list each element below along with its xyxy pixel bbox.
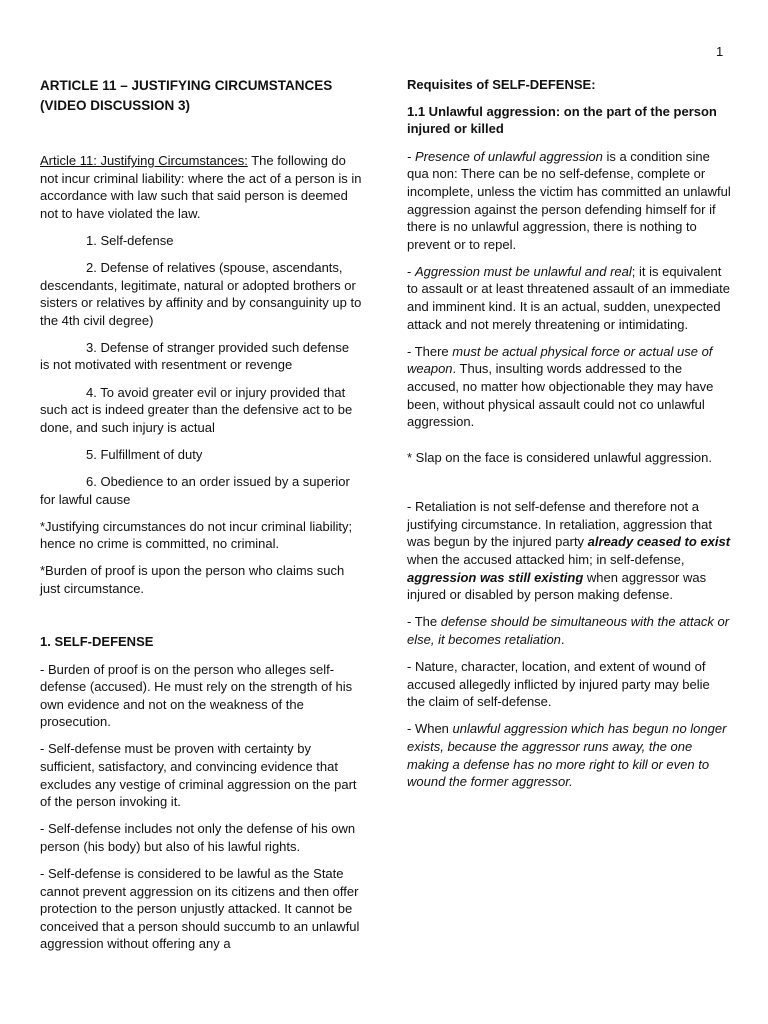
body-paragraph: - Burden of proof is on the person who alleges self-defense (accused). He must rely on the strength of his own evidence and not on the weakness of the prosecution.	[40, 661, 353, 730]
section-heading: 1. SELF-DEFENSE	[40, 634, 154, 650]
body-text: . Thus, insulting words addressed to the accused, no matter how objectionable they may have been, without physical assault could not co unlawful aggression.	[407, 361, 714, 430]
list-item: 3. Defense of stranger provided such defense is not motivated with resentment or revenge	[40, 339, 350, 373]
list-item: 1. Self-defense	[86, 232, 174, 248]
intro-text: The following do not incur criminal liability: where the act of a person is in accordance with law such that said person is deemed not to have violated the law.	[40, 153, 362, 221]
list-item: 2. Defense of relatives (spouse, ascendants, descendants, legitimate, natural or adopted brothers or sisters or relatives by affinity and by consanguinity up to the 4th civil degree)	[40, 259, 362, 328]
body-text: - The	[407, 614, 441, 630]
body-text: when aggressor was injured or disabled by person making defense.	[407, 569, 707, 603]
emphasis-text: defense should be simultaneous with the attack or else, it becomes retaliation	[407, 614, 730, 647]
document-title: ARTICLE 11 – JUSTIFYING CIRCUMSTANCES (VIDEO DISCUSSION 3)	[40, 78, 333, 113]
emphasis-text: Aggression must be unlawful and real	[414, 263, 632, 279]
left-column	[40, 76, 362, 962]
list-item: 4. To avoid greater evil or injury provided that such act is indeed greater than the defensive act to be done, and such injury is actual	[40, 384, 353, 435]
body-text: .	[560, 631, 565, 647]
note-paragraph: *Justifying circumstances do not incur criminal liability; hence no crime is committed, no criminal.	[40, 518, 353, 552]
emphasis-text: - Presence of unlawful aggression	[407, 148, 603, 164]
body-paragraph: - Self-defense is considered to be lawful as the State cannot prevent aggression on its citizens and then offer protection to the person unjustly attacked. It cannot be conceived that a person should succumb to an unlawful aggression without offering any a	[40, 866, 360, 952]
body-paragraph: - Self-defense must be proven with certainty by sufficient, satisfactory, and convincing evidence that excludes any vestige of criminal aggression on the part of the person invoking it.	[40, 741, 357, 810]
body-text: when the accused attacked him; in self-defense,	[407, 552, 685, 568]
body-text: is a condition sine qua non: There can be no self-defense, complete or incomplete, unless the victim has committed an unlawful aggression against the person defending himself for if there is no unlawful aggression, there is nothing to prevent or to repel.	[407, 148, 731, 252]
page-number: 1	[716, 44, 724, 59]
body-paragraph: - Self-defense includes not only the defense of his own person (his body) but also of his lawful rights.	[40, 821, 356, 854]
body-text: ; it is equivalent to assault or at least threatened assault of an immediate and imminent kind. It is an actual, sudden, unexpected attack and not merely threatening or intimidating.	[407, 263, 731, 332]
note-paragraph: * Slap on the face is considered unlawful aggression.	[407, 449, 712, 465]
body-paragraph	[407, 720, 731, 790]
body-paragraph	[407, 148, 731, 254]
intro-label: Article 11: Justifying Circumstances:	[40, 153, 248, 168]
intro-paragraph	[40, 152, 362, 222]
body-text: - When	[407, 721, 453, 737]
emphasis-text: must be actual physical force or actual use of weapon	[407, 343, 713, 377]
body-paragraph	[407, 613, 731, 648]
body-text: -	[407, 263, 415, 279]
emphasis-text: unlawful aggression which has begun no longer exists, because the aggressor runs away, the one making a defense has no more right to kill or even to wound the former aggressor.	[407, 721, 727, 790]
list-item: 6. Obedience to an order issued by a superior for lawful cause	[40, 473, 350, 507]
body-paragraph: - Nature, character, location, and extent of wound of accused allegedly inflicted by injured party may belie the claim of self-defense.	[407, 659, 710, 710]
emphasis-text: aggression was still existing	[407, 569, 584, 585]
requisites-heading: Requisites of SELF-DEFENSE:	[407, 77, 596, 92]
body-paragraph	[407, 498, 731, 604]
list-item: 5. Fulfillment of duty	[86, 446, 203, 462]
note-paragraph: *Burden of proof is upon the person who claims such just circumstance.	[40, 563, 345, 596]
body-text: - Retaliation is not self-defense and therefore not a justifying circumstance. In retaliation, aggression that was begun by the injured party	[407, 499, 712, 550]
right-column	[407, 76, 731, 800]
emphasis-text: already ceased to exist	[587, 534, 731, 550]
body-text: - There	[407, 343, 453, 359]
unlawful-aggression-heading: 1.1 Unlawful aggression: on the part of the person injured or killed	[407, 103, 717, 137]
body-paragraph	[407, 343, 731, 431]
body-paragraph	[407, 263, 731, 333]
